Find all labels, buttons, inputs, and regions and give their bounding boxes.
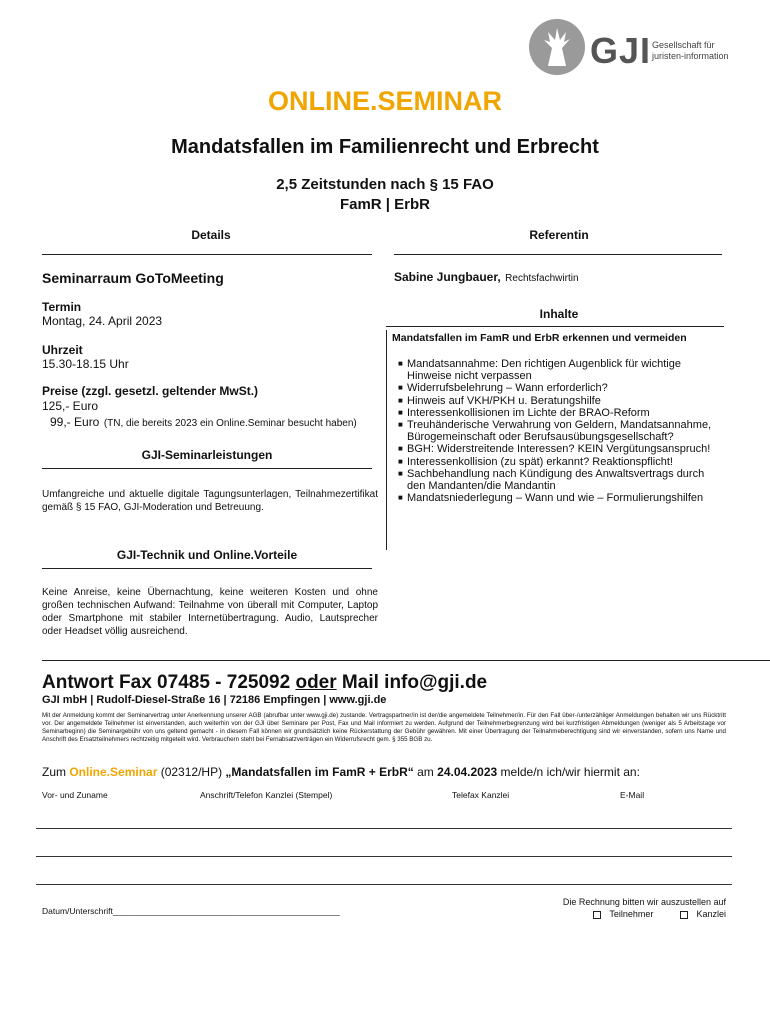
referentin-heading: Referentin bbox=[529, 228, 589, 242]
divider bbox=[386, 326, 724, 327]
address-field-label: Anschrift/Telefon Kanzlei (Stempel) bbox=[200, 790, 333, 800]
seminar-fields: FamR | ErbR bbox=[339, 196, 431, 213]
inhalte-list bbox=[398, 358, 724, 504]
divider bbox=[42, 254, 372, 255]
price-reduced: 99,- Euro (TN, die bereits 2023 ein Online.Seminar besucht haben) bbox=[50, 415, 357, 429]
form-entry-line[interactable] bbox=[36, 856, 732, 857]
invoice-label: Die Rechnung bitten wir auszustellen auf bbox=[562, 897, 726, 907]
list-item: ■ Interessenkollisionen im Lichte der BRAO-Reform bbox=[398, 407, 724, 419]
form-entry-line[interactable] bbox=[36, 828, 732, 829]
price-standard: 125,- Euro bbox=[42, 399, 99, 413]
inhalte-heading: Inhalte bbox=[539, 307, 579, 321]
teilnehmer-label: Teilnehmer bbox=[609, 909, 654, 919]
list-item: ■ Interessenkollision (zu spät) erkannt? Reaktionspflicht! bbox=[398, 456, 724, 468]
company-address: GJI mbH | Rudolf-Diesel-Straße 16 | 72186 Empfingen | www.gji.de bbox=[42, 694, 387, 706]
divider bbox=[42, 568, 372, 569]
fax-field-label: Telefax Kanzlei bbox=[452, 790, 510, 800]
details-heading: Details bbox=[191, 228, 231, 242]
list-item: ■ Treuhänderische Verwahrung von Geldern, Mandatsannahme, Bürogemeinschaft oder Berufsausübungsgesellschaft? bbox=[398, 419, 724, 443]
kanzlei-label: Kanzlei bbox=[696, 909, 726, 919]
list-item: ■ Sachbehandlung nach Kündigung des Anwaltsvertrags durch den Mandanten/die Mandantin bbox=[398, 468, 724, 492]
list-item: ■ Hinweis auf VKH/PKH u. Beratungshilfe bbox=[398, 395, 724, 407]
divider bbox=[394, 254, 722, 255]
termin-label: Termin bbox=[42, 300, 82, 314]
section-divider bbox=[42, 660, 770, 661]
seminar-room: Seminarraum GoToMeeting bbox=[42, 270, 224, 286]
technik-heading: GJI-Technik und Online.Vorteile bbox=[116, 548, 298, 562]
logo-org-name: Gesellschaft für juristen-information bbox=[652, 40, 729, 61]
column-divider bbox=[386, 330, 387, 550]
referentin-column bbox=[392, 228, 724, 505]
leistungen-text: Umfangreiche und aktuelle digitale Tagungsunterlagen, Teilnahmezertifikat gemäß § 15 FAO, GJI-Moderation und Betreuung. bbox=[42, 489, 378, 513]
list-item: ■ Mandatsniederlegung – Wann und wie – Formulierungshilfen bbox=[398, 492, 724, 504]
preise-label: Preise (zzgl. gesetzl. geltender MwSt.) bbox=[42, 384, 259, 398]
list-item: ■ BGH: Widerstreitende Interessen? KEIN Vergütungsanspruch! bbox=[398, 443, 724, 455]
logo-brand: GJI bbox=[590, 30, 652, 71]
uhrzeit-label: Uhrzeit bbox=[42, 343, 83, 357]
leistungen-heading: GJI-Seminarleistungen bbox=[141, 448, 273, 462]
form-entry-line[interactable] bbox=[36, 884, 732, 885]
reply-heading: Antwort Fax 07485 - 725092 oder Mail info@gji.de bbox=[42, 672, 488, 693]
divider bbox=[42, 468, 372, 469]
list-item: ■ Widerrufsbelehrung – Wann erforderlich? bbox=[398, 382, 724, 394]
signature-field[interactable]: Datum/Unterschrift________________________________________________ bbox=[42, 906, 340, 916]
technik-text: Keine Anreise, keine Übernachtung, keine weiteren Kosten und ohne großen technischen Aufwand: Teilnahme von überall mit Computer, Laptop oder Smartphone mit stabiler Internetübertragung. Audio, Lautsprecher oder Headset völlig ausreichend. bbox=[42, 587, 378, 637]
termin-value: Montag, 24. April 2023 bbox=[42, 314, 163, 328]
name-field-label: Vor- und Zuname bbox=[42, 790, 108, 800]
inhalte-intro: Mandatsfallen im FamR und ErbR erkennen und vermeiden bbox=[392, 332, 687, 344]
email-field-label: E-Mail bbox=[620, 790, 645, 800]
seminar-title: Mandatsfallen im Familienrecht und Erbrecht bbox=[171, 136, 599, 158]
legal-terms: Mit der Anmeldung kommt der Seminarvertrag unter Anerkennung unserer AGB (abrufbar unter www.gji.de) zustande. Vertragspartner/in ist der/die angemeldete Teilnehmer/in. Für den Fall über-/unterzähliger Anmeldungen behalten wir uns Rücktritt vor. Der angemeldete Teilnehmer ist einverstanden, auch weiterhin von der GJI über Seminare per Post, Fax und Mail informiert zu werden. Aufgrund der Teilnehmerbegrenzung wird bei kurzfristigen Abmeldungen (weniger als 5 Arbeitstage vor Seminarbeginn) die Seminargebühr von uns geltend gemacht - in diesem Fall können wir grundsätzlich keine Rückerstattung der Gebühr gewähren. Mit einer Übertragung der Teilnahmeberechtigung sind wir einverstanden, sofern uns Name und Anschrift des Ersatzteilnehmers rechtzeitig mitgeteilt wird. Verbrauchern steht bei Fernabsatzverträgen ein Widerrufsrecht gem. § 355 BGB zu. bbox=[42, 712, 726, 743]
seminar-type-headline: ONLINE.SEMINAR bbox=[267, 86, 502, 116]
invoice-options bbox=[500, 896, 726, 920]
gji-logo bbox=[528, 18, 728, 78]
uhrzeit-value: 15.30-18.15 Uhr bbox=[42, 357, 129, 371]
referentin-name: Sabine Jungbauer, Rechtsfachwirtin bbox=[394, 270, 579, 284]
list-item: ■ Mandatsannahme: Den richtigen Augenblick für wichtige Hinweise nicht verpassen bbox=[398, 358, 724, 382]
teilnehmer-checkbox[interactable] bbox=[593, 911, 601, 919]
tree-emblem-icon bbox=[528, 18, 586, 76]
registration-statement: Zum Online.Seminar (02312/HP) „Mandatsfallen im FamR + ErbR“ am 24.04.2023 melde/n ich/wir hiermit an: bbox=[42, 765, 640, 779]
seminar-hours: 2,5 Zeitstunden nach § 15 FAO bbox=[276, 176, 494, 193]
details-column bbox=[42, 228, 380, 637]
kanzlei-checkbox[interactable] bbox=[680, 911, 688, 919]
